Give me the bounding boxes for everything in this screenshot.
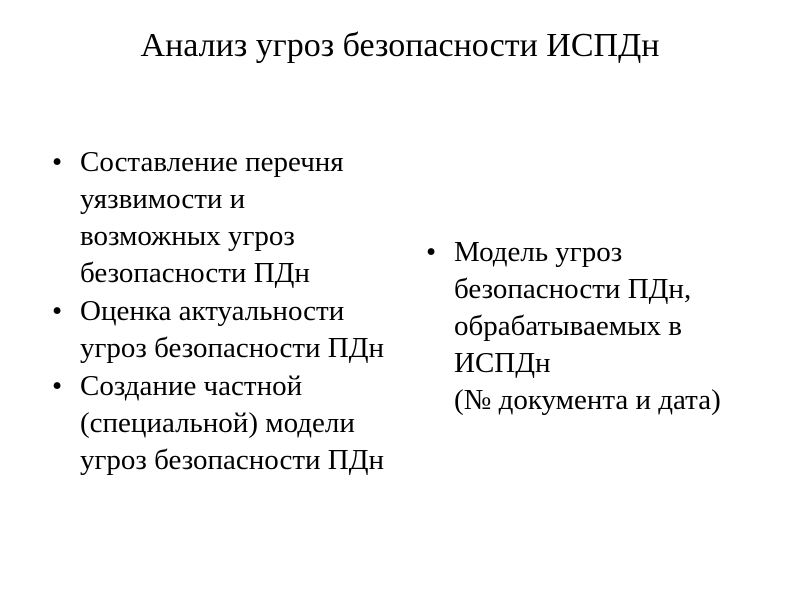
bullet-line: (специальной) модели (80, 407, 355, 439)
bullet-line: безопасности ПДн (80, 257, 310, 289)
bullet-line: • Модель угроз (454, 236, 623, 268)
left-bullet-list (48, 144, 398, 480)
bullet-line: угроз безопасности ПДн (80, 332, 385, 364)
bullet-line: уязвимости и (80, 183, 246, 215)
bullet-line: • Составление перечня (80, 146, 344, 178)
bullet-line: ИСПДн (454, 347, 551, 379)
bullet-line: безопасности ПДн, (454, 273, 692, 305)
bullet-line: угроз безопасности ПДн (80, 444, 385, 476)
bullet-line: возможных угроз (80, 220, 295, 252)
bullet-item-private-model (48, 368, 398, 479)
slide-title: Анализ угроз безопасности ИСПДн (140, 27, 660, 64)
bullet-line: обрабатываемых в (454, 310, 682, 342)
right-bullet-list (422, 234, 782, 420)
bullet-item-relevance-assessment (48, 293, 398, 367)
bullet-item-threat-list (48, 144, 398, 292)
bullet-item-threat-model (422, 234, 782, 419)
bullet-line: • Оценка актуальности (80, 295, 345, 327)
bullet-line: • Создание частной (80, 370, 303, 402)
bullet-line: (№ документа и дата) (454, 384, 721, 416)
